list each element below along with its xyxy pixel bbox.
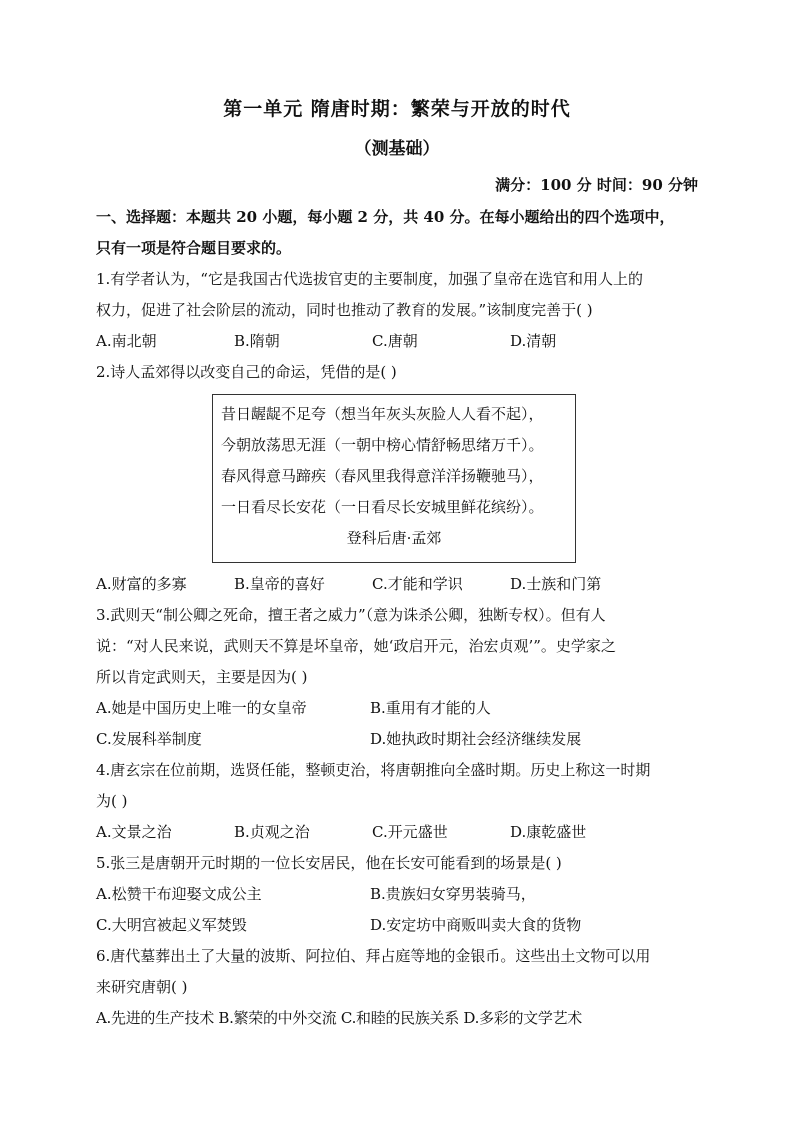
- question-4: [96, 755, 698, 848]
- question-6: [96, 941, 698, 1034]
- question-5-options-row1: [96, 879, 698, 910]
- question-1-text-cont: 权力，促进了社会阶层的流动，同时也推动了教育的发展。”该制度完善于( ): [96, 301, 593, 319]
- question-2: [96, 357, 698, 600]
- question-6-text-cont: 来研究唐朝( ): [96, 978, 188, 996]
- option-c[interactable]: C.开元盛世: [372, 823, 448, 841]
- exam-content: [96, 202, 698, 1034]
- question-2-text: 2.诗人孟郊得以改变自己的命运，凭借的是( ): [96, 363, 397, 381]
- option-a[interactable]: A.文景之治: [96, 823, 172, 841]
- option-a[interactable]: A.她是中国历史上唯一的女皇帝: [96, 699, 307, 717]
- question-6-text: 6.唐代墓葬出土了大量的波斯、阿拉伯、拜占庭等地的金银币。这些出土文物可以用: [96, 947, 651, 965]
- section-heading-cont: 只有一项是符合题目要求的。: [96, 239, 292, 257]
- question-6-options[interactable]: A.先进的生产技术 B.繁荣的中外交流 C.和睦的民族关系 D.多彩的文学艺术: [96, 1009, 582, 1027]
- score-time-info: 满分：100 分 时间：90 分钟: [495, 176, 698, 194]
- question-4-text-cont: 为( ): [96, 792, 128, 810]
- poem-line: 一日看尽长安花（一日看尽长安城里鲜花缤纷）。: [221, 498, 544, 516]
- option-b[interactable]: B.皇帝的喜好: [234, 575, 325, 593]
- option-b[interactable]: B.隋朝: [234, 332, 280, 350]
- option-c[interactable]: C.发展科举制度: [96, 730, 202, 748]
- question-5: [96, 848, 698, 941]
- question-4-text: 4.唐玄宗在位前期，选贤任能，整顿吏治，将唐朝推向全盛时期。历史上称这一时期: [96, 761, 651, 779]
- question-3-text: 3.武则天“制公卿之死命，擅王者之威力”（意为诛杀公卿，独断专权）。但有人: [96, 606, 606, 624]
- question-3-text-cont: 说：“对人民来说，武则天不算是坏皇帝，她‘政启开元，治宏贞观’”。史学家之: [96, 637, 616, 655]
- option-a[interactable]: A.松赞干布迎娶文成公主: [96, 885, 262, 903]
- question-1-options: [96, 326, 698, 357]
- option-b[interactable]: B.贞观之治: [234, 823, 310, 841]
- poem-line: 春风得意马蹄疾（春风里我得意洋洋扬鞭驰马），: [221, 467, 544, 485]
- option-a[interactable]: A.财富的多寡: [96, 575, 187, 593]
- option-a[interactable]: A.南北朝: [96, 332, 157, 350]
- question-3-options-row1: [96, 693, 698, 724]
- option-c[interactable]: C.大明宫被起义军焚毁: [96, 916, 247, 934]
- option-d[interactable]: D.清朝: [510, 332, 557, 350]
- section-heading: 一、选择题：本题共 20 小题，每小题 2 分，共 40 分。在每小题给出的四个选项中，: [96, 208, 675, 226]
- option-c[interactable]: C.才能和学识: [372, 575, 463, 593]
- question-4-options: [96, 817, 698, 848]
- option-c[interactable]: C.唐朝: [372, 332, 418, 350]
- question-3-options-row2: [96, 724, 698, 755]
- option-d[interactable]: D.她执政时期社会经济继续发展: [370, 730, 582, 748]
- poem-line: 今朝放荡思无涯（一朝中榜心情舒畅思绪万千）。: [221, 436, 544, 454]
- poem-box: [212, 394, 576, 563]
- option-d[interactable]: D.士族和门第: [510, 575, 602, 593]
- question-3-text-cont: 所以肯定武则天，主要是因为( ): [96, 668, 308, 686]
- option-b[interactable]: B.重用有才能的人: [370, 699, 491, 717]
- option-b[interactable]: B.贵族妇女穿男装骑马，: [370, 885, 536, 903]
- question-1: [96, 264, 698, 357]
- page-title: 第一单元 隋唐时期：繁荣与开放的时代: [223, 98, 571, 120]
- question-3: [96, 600, 698, 755]
- question-5-options-row2: [96, 910, 698, 941]
- poem-line: 昔日龌龊不足夸（想当年灰头灰脸人人看不起），: [221, 405, 544, 423]
- option-d[interactable]: D.安定坊中商贩叫卖大食的货物: [370, 916, 582, 934]
- question-2-options: [96, 569, 698, 600]
- page-subtitle: （测基础）: [354, 139, 440, 159]
- question-1-text: 1.有学者认为，“它是我国古代选拔官吏的主要制度，加强了皇帝在选官和用人上的: [96, 270, 643, 288]
- poem-credit: 登科后唐·孟郊: [346, 529, 442, 547]
- option-d[interactable]: D.康乾盛世: [510, 823, 587, 841]
- question-5-text: 5.张三是唐朝开元时期的一位长安居民，他在长安可能看到的场景是( ): [96, 854, 562, 872]
